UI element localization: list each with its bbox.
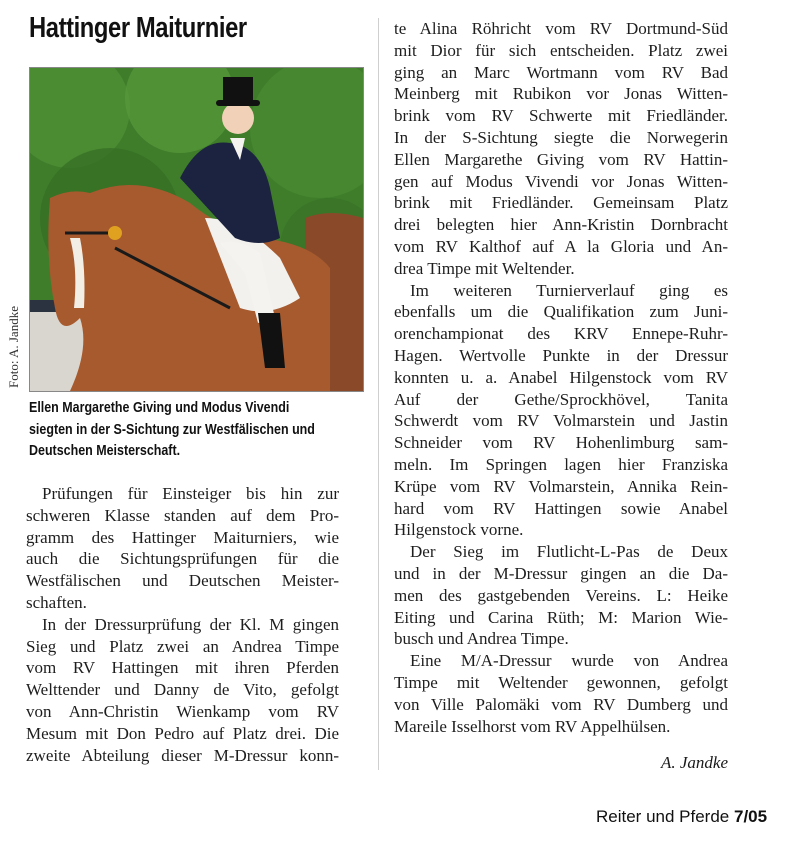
text-line: Krüpe vom RV Volmarstein, Annika Rein- (394, 476, 728, 496)
text-line: orenchampionat des KRV Ennepe-Ruhr- (394, 324, 728, 344)
text-line: Mareile Isselhorst vom RV Appelhülsen. (394, 716, 671, 736)
caption-line: siegten in der S-Sichtung zur Westfälischen und (29, 421, 315, 438)
text-line: Welttender und Danny de Vito, gefolgt (26, 680, 339, 700)
text-line: schweren Klasse standen auf dem Pro- (26, 505, 339, 525)
text-line: schaften. (26, 592, 87, 612)
text-line: und in der M-Dressur gingen an die Da- (394, 563, 728, 583)
text-line: vom RV Kalthof auf A la Gloria und An- (394, 236, 728, 256)
text-line: brink vom RV Schwerte mit Friedländer. (394, 106, 728, 126)
text-line: hard vom RV Hattingen sowie Anabel (394, 498, 728, 518)
text-line: ebenfalls um die Qualifikation zum Juni- (394, 302, 728, 322)
text-line: drea Timpe mit Weltender. (394, 258, 575, 278)
text-line: gen auf Modus Vivendi vor Jonas Witten- (394, 171, 728, 191)
text-line: Eiting und Carina Rüth; M: Marion Wie- (394, 607, 728, 627)
text-line: Auf der Gethe/Sprockhövel, Tanita (394, 389, 728, 409)
text-line: konnten u. a. Anabel Hilgenstock vom RV (394, 367, 728, 387)
text-line: In der Dressurprüfung der Kl. M gingen (42, 614, 339, 634)
caption-line: Deutschen Meisterschaft. (29, 443, 181, 459)
text-line: meln. Im Springen lagen hier Franziska (394, 454, 728, 474)
text-line: gramm des Hattinger Maiturniers, wie (26, 527, 339, 547)
text-line: vom RV Hattingen mit ihren Pferden (26, 658, 339, 678)
text-line: te Alina Röhricht vom RV Dortmund-Süd (394, 19, 728, 38)
column-divider (378, 18, 379, 770)
text-line: zweite Abteilung dieser M-Dressur konn- (26, 745, 339, 765)
text-line: von Ann-Christin Wienkamp vom RV (26, 701, 339, 721)
photo-credit: Foto: A. Jandke (6, 306, 21, 388)
article-column-2 (394, 18, 728, 737)
text-line: auch die Sichtungsprüfungen für die (26, 549, 339, 569)
text-line: In der S-Sichtung siegte die Norwegerin (394, 127, 728, 147)
text-line: ging an Marc Wortmann vom RV Bad (394, 62, 728, 82)
issue-number: 7/05 (733, 807, 768, 826)
text-line: drei belegten hier Ann-Kristin Dornbracht (394, 215, 728, 235)
article-title: Hattinger Maiturnier (29, 12, 247, 44)
text-line: Der Sieg im Flutlicht-L-Pas de Deux (410, 542, 728, 562)
text-line: Timpe mit Weltender gewonnen, gefolgt (394, 672, 728, 692)
text-line: mit Dior für sich entscheiden. Platz zwei (394, 40, 728, 60)
text-line: Ellen Margarethe Giving vom RV Hattin- (394, 149, 728, 169)
text-line: Mesum mit Don Pedro auf Platz drei. Die (26, 723, 339, 743)
text-line: Hilgenstock vorne. (394, 520, 524, 540)
text-line: Meinberg mit Rubikon vor Jonas Witten- (394, 84, 728, 104)
article-column-1 (26, 483, 339, 766)
text-line: Eine M/A-Dressur wurde von Andrea (410, 651, 728, 671)
text-line: Hagen. Wertvolle Punkte in der Dressur (394, 345, 728, 365)
page-footer (596, 807, 767, 827)
caption-line: Ellen Margarethe Giving und Modus Vivendi (29, 400, 290, 416)
dressage-rider-photo (30, 68, 363, 391)
text-line: Schwerdt vom RV Volmarstein und Jastin (394, 411, 728, 431)
text-line: men des gastgebenden Vereins. L: Heike (394, 585, 728, 605)
article-photo (29, 67, 364, 392)
text-line: Sieg und Platz zwei an Andrea Timpe (26, 636, 339, 656)
text-line: von Ville Palomäki vom RV Dumberg und (394, 694, 728, 714)
text-line: brink mit Friedländer. Gemeinsam Platz (394, 193, 728, 213)
text-line: Im weiteren Turnierverlauf ging es (410, 280, 728, 300)
text-line: Prüfungen für Einsteiger bis hin zur (42, 484, 339, 503)
text-line: Schneider vom RV Hohenlimburg sam- (394, 433, 728, 453)
text-line: busch und Andrea Timpe. (394, 629, 569, 649)
text-line: Westfälischen und Deutschen Meister- (26, 571, 339, 591)
photo-caption (29, 398, 369, 463)
magazine-name: Reiter und Pferde (596, 807, 730, 826)
article-author: A. Jandke (660, 753, 728, 772)
